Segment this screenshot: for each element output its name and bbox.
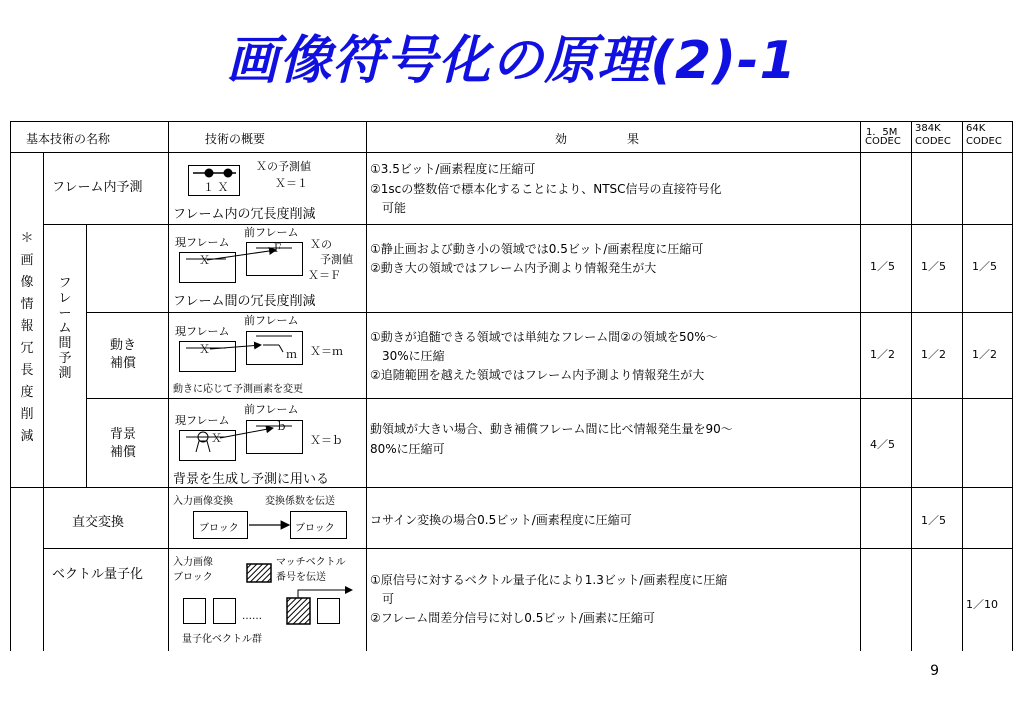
header-col1-line2: CODEC — [865, 136, 901, 147]
header-name: 基本技術の名称 — [26, 132, 111, 146]
row-name-motion-1: 動き — [110, 338, 137, 353]
vector-caption: 量子化ベクトル群 — [182, 634, 262, 645]
background-b: ｂ — [276, 420, 287, 433]
interframe-current-label: 現フレーム — [175, 236, 230, 249]
motion-c2: 1／2 — [921, 348, 946, 361]
interframe-caption: フレーム間の冗長度削減 — [173, 294, 316, 309]
vector-input-label-1: 入力画像 — [173, 557, 213, 568]
row-name-vector: ベクトル量子化 — [52, 567, 144, 582]
header-col3-line1: 64K — [966, 123, 986, 134]
orthogonal-effect-1: コサイン変換の場合0.5ビット/画素程度に圧縮可 — [370, 513, 632, 527]
row-name-intraframe: フレーム内予測 — [52, 180, 143, 195]
interframe-x: Ｘ — [199, 254, 210, 267]
motion-x: Ｘ — [199, 343, 210, 356]
header-col3-line2: CODEC — [966, 136, 1002, 147]
motion-c3: 1／2 — [972, 348, 997, 361]
interframe-arrow — [186, 248, 292, 260]
background-arrow — [186, 426, 292, 452]
vector-match-legend — [247, 564, 271, 582]
motion-c1: 1／2 — [870, 348, 895, 361]
motion-eq: Ｘ＝ｍ — [310, 345, 343, 358]
header-effect: 効 果 — [555, 132, 640, 146]
intraframe-effect-2: ②1scの整数倍で標本化することにより、NTSC信号の直接符号化 — [370, 182, 722, 196]
background-x: Ｘ — [211, 432, 222, 445]
background-caption: 背景を生成し予測に用いる — [173, 472, 330, 487]
motion-effect-1: ①動きが追髄できる領域では単純なフレーム間②の領域を50%～ — [370, 330, 718, 344]
motion-arrow — [186, 336, 292, 352]
motion-m: ｍ — [286, 348, 297, 361]
header-col2-line2: CODEC — [915, 136, 951, 147]
vector-dots: …… — [242, 611, 262, 622]
interframe-label-1: Ｘの — [310, 238, 332, 251]
page-title: 画像符号化の原理(2)-1 — [226, 31, 797, 91]
interframe-eq: Ｘ＝Ｆ — [308, 269, 341, 282]
background-previous-label: 前フレーム — [244, 403, 299, 416]
motion-current-label: 現フレーム — [175, 325, 230, 338]
intraframe-pixel-dots — [193, 169, 236, 178]
background-effect-1: 動領域が大きい場合、動き補償フレーム間に比べ情報発生量を90～ — [370, 422, 733, 436]
vector-c3: 1／10 — [966, 598, 998, 611]
header-overview: 技術の概要 — [205, 132, 266, 146]
row-name-motion-2: 補償 — [110, 356, 137, 371]
vector-arrow — [298, 590, 352, 598]
motion-effect-3: ②追随範囲を越えた領域ではフレーム内予測より情報発生が大 — [370, 368, 705, 382]
page-number: 9 — [930, 663, 939, 679]
background-current-label: 現フレーム — [175, 414, 230, 427]
orthogonal-c2: 1／5 — [921, 514, 946, 527]
intraframe-pred-label: Ｘの予測値 — [256, 160, 311, 173]
row-name-background-2: 補償 — [110, 445, 137, 460]
vector-effect-1: ①原信号に対するベクトル量子化により1.3ビット/画素程度に圧縮 — [370, 573, 728, 587]
intraframe-caption: フレーム内の冗長度削減 — [173, 207, 316, 222]
motion-effect-2: 30%に圧縮 — [370, 349, 445, 363]
orthogonal-send-label: 変換係数を伝送 — [265, 496, 335, 507]
intraframe-effect-1: ①3.5ビット/画素程度に圧縮可 — [370, 162, 536, 176]
intraframe-effect-3: 可能 — [370, 201, 407, 215]
orthogonal-input-label: 入力画像変換 — [173, 496, 233, 507]
interframe-f: Ｆ — [272, 242, 283, 255]
header-col2-line1: 384K — [915, 123, 941, 134]
row-name-orthogonal: 直交変換 — [72, 515, 125, 530]
motion-previous-label: 前フレーム — [244, 314, 299, 327]
vector-match-label-1: マッチベクトル — [276, 557, 346, 568]
vector-match-label-2: 番号を伝送 — [276, 572, 326, 583]
intraframe-eq: Ｘ＝１ — [275, 177, 308, 190]
background-c1: 4／5 — [870, 438, 895, 451]
interframe-label-2: 予測値 — [320, 253, 353, 266]
vector-input-label-2: ブロック — [173, 572, 213, 583]
motion-caption: 動きに応じて予測画素を変更 — [173, 384, 303, 395]
interframe-c1: 1／5 — [870, 260, 895, 273]
interframe-c2: 1／5 — [921, 260, 946, 273]
vector-block-3 — [287, 598, 310, 624]
category-vertical-label: ＊ 画 像 情 報 冗 長 度 削 減 — [20, 231, 34, 444]
orthogonal-block-1-label: ブロック — [199, 523, 239, 534]
interframe-c3: 1／5 — [972, 260, 997, 273]
background-eq: Ｘ＝ｂ — [310, 434, 343, 447]
interframe-effect-2: ②動き大の領域ではフレーム内予測より情報発生が大 — [370, 261, 657, 275]
interframe-effect-1: ①静止画および動き小の領域では0.5ビット/画素程度に圧縮可 — [370, 242, 704, 256]
vector-effect-3: ②フレーム間差分信号に対し0.5ビット/画素に圧縮可 — [370, 611, 655, 625]
vector-effect-2: 可 — [370, 592, 395, 606]
row-name-background-1: 背景 — [110, 427, 137, 442]
background-effect-2: 80%に圧縮可 — [370, 442, 445, 456]
header-col1-line1: 1．5M — [866, 127, 898, 138]
interframe-previous-label: 前フレーム — [244, 226, 299, 239]
orthogonal-block-2-label: ブロック — [295, 523, 335, 534]
intraframe-dots-label: １ Ｘ — [203, 181, 229, 194]
interframe-vertical-label: フ レ ー ム 間 予 測 — [58, 276, 72, 381]
